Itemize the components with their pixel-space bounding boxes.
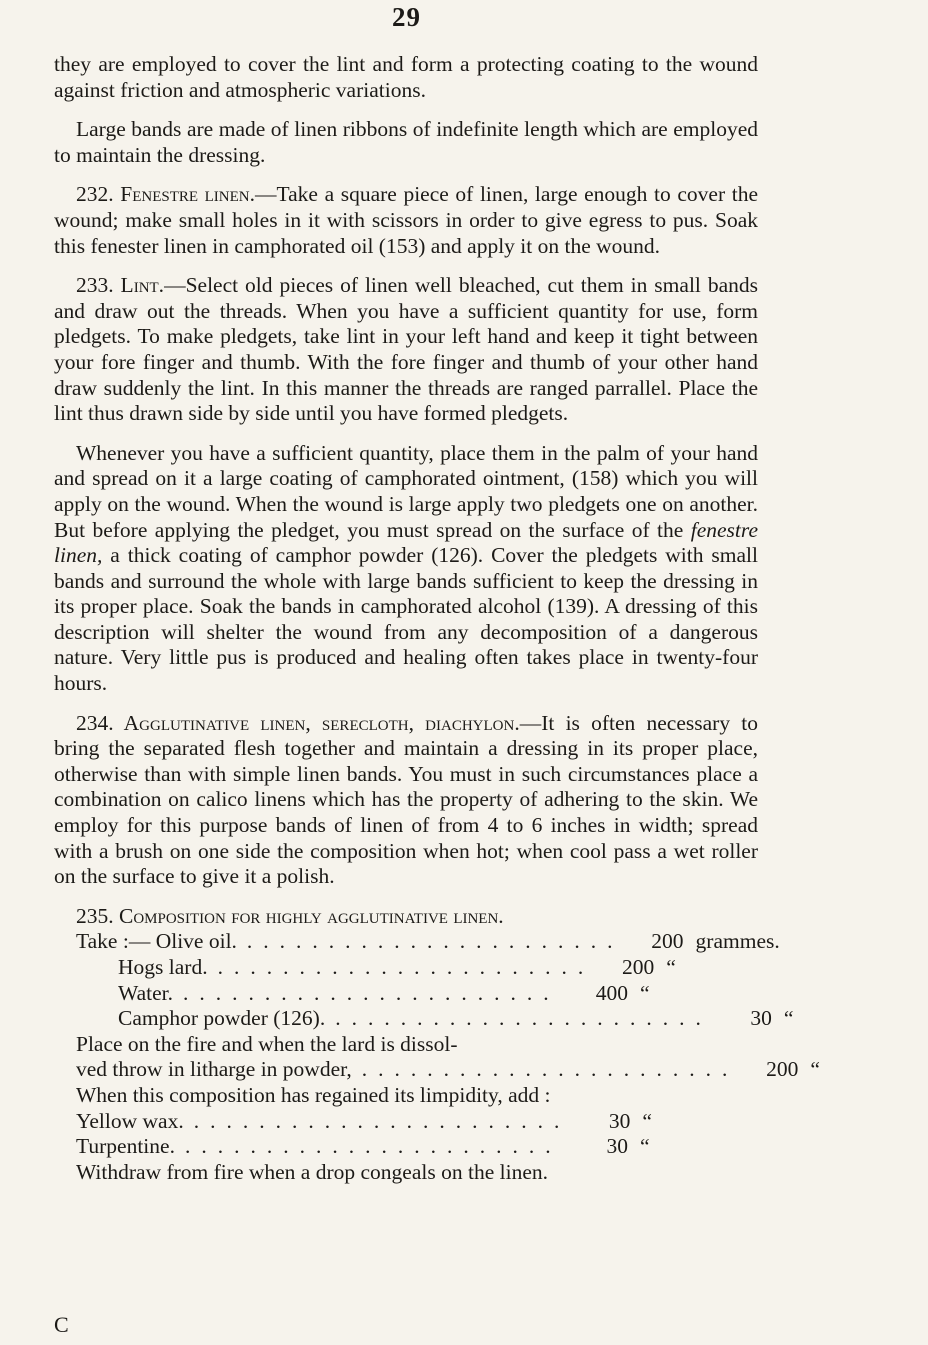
ingredient-name: Hogs lard.	[118, 955, 208, 979]
ingredient-qty: 400	[595, 980, 628, 1005]
ingredient-unit: “	[640, 1134, 650, 1159]
ingredient-name: Yellow wax.	[76, 1108, 184, 1133]
section-235	[54, 903, 820, 1186]
section-234-body: —It is often necessary to bring the separated flesh together and maintain a dressing in its proper place, otherwise than with simple linen bands. You must in such circumstances place a combination on calico linens which has the property of adhering to the skin. We employ for this purpose bands of linen of from 4 to 6 inches in width; spread with a brush on one side the composition when hot; when cool pass a wet roller on the surface to give it a polish.	[54, 710, 758, 889]
section-232-heading: 232. Fenestre linen.	[76, 182, 255, 207]
recipe-line	[54, 955, 758, 981]
recipe-instruction: When this composition has regained its limpidity, add :	[76, 1082, 551, 1107]
ingredient-name: Camphor powder (126).	[118, 1006, 326, 1031]
leader-dots: .......................	[217, 955, 595, 979]
paragraph-continuation: they are employed to cover the lint and form a protecting coating to the wound against friction and atmospheric variations.	[54, 52, 758, 102]
recipe-line	[54, 1006, 794, 1032]
leader-dots: .......................	[182, 980, 560, 1005]
section-232-body: —Take a square piece of linen, large enough to cover the wound; make small holes in it with scissors in order to give egress to pus. Soak this fenester linen in camphorated oil (153) and apply it on the wound.	[54, 182, 758, 258]
ingredient-name: ved throw in litharge in powder,	[76, 1057, 352, 1082]
leader-dots: .......................	[184, 1134, 562, 1159]
ingredient-unit: “	[783, 1006, 794, 1031]
leader-dots: .......................	[335, 1006, 712, 1031]
recipe-line	[54, 929, 780, 955]
ingredient-qty: 30	[606, 1134, 628, 1159]
section-233-paragraph-2	[54, 441, 758, 697]
recipe-line	[54, 1057, 820, 1083]
ingredient-name: Water.	[118, 980, 173, 1005]
ingredient-unit: “	[642, 1108, 652, 1133]
signature-mark: C	[54, 1312, 69, 1337]
recipe-line	[54, 1109, 758, 1135]
section-233-text-b: a thick coating of camphor powder (126). Cover the pledgets with small bands and surround the whole with large bands sufficient to keep the dressing in its proper place. Soak the bands in camphorated alcohol (139). A dressing of this description will shelter the wound from any decomposition of a dangerous nature. Very little pus is produced and healing often takes place in twenty-four hours.	[54, 543, 758, 696]
ingredient-qty: 200	[621, 955, 655, 979]
ingredient-unit: “	[640, 980, 650, 1005]
ingredient-unit: “	[810, 1057, 820, 1082]
recipe-line	[54, 1134, 758, 1160]
recipe-instruction: Place on the fire and when the lard is dissol-	[76, 1031, 458, 1056]
ingredient-qty: 30	[750, 1006, 772, 1031]
ingredient-qty: 30	[608, 1108, 631, 1133]
section-233-body: —Select old pieces of linen well bleached, cut them in small bands and draw out the threads. When you have a sufficient quantity for use, form pledgets. To make pledgets, take lint in your left hand and keep it tight between your fore finger and thumb. With the fore finger and thumb of your other hand draw suddenly the lint. In this manner the threads are ranged parrallel. Place the lint thus drawn side by side until you have formed pledgets.	[54, 273, 758, 426]
section-234	[54, 711, 758, 890]
page-body	[54, 52, 820, 1189]
recipe-instruction: Withdraw from fire when a drop congeals on the linen.	[76, 1159, 548, 1184]
recipe-line	[54, 981, 758, 1007]
section-232	[54, 182, 758, 259]
ingredient-name: Olive oil.	[155, 929, 237, 954]
ingredient-unit: “	[666, 955, 676, 979]
section-233	[54, 273, 758, 427]
ingredient-unit: grammes.	[695, 929, 780, 954]
section-234-heading: 234. Agglutinative linen, serecloth, diachylon.	[76, 710, 520, 735]
section-233-text-a: Whenever you have a sufficient quantity, place them in the palm of your hand and spread on it a large coating of camphorated ointment, (158) which you will apply on the wound. When the wound is large apply two pledgets one on another. But before applying the pledget, you must spread on the surface of the	[54, 440, 758, 542]
ingredient-qty: 200	[651, 929, 684, 954]
section-233-italic: fenestre linen,	[54, 517, 758, 568]
leader-dots: .......................	[246, 929, 624, 954]
section-235-heading: 235. Composition for highly agglutinative linen.	[76, 903, 504, 928]
leader-dots: .......................	[193, 1108, 571, 1133]
page-number: 29	[392, 2, 421, 32]
leader-dots: .......................	[361, 1057, 739, 1082]
ingredient-qty: 200	[766, 1057, 799, 1082]
section-233-heading: 233. Lint.	[76, 273, 165, 298]
ingredient-name: Turpentine.	[76, 1134, 175, 1159]
paragraph-large-bands: Large bands are made of linen ribbons of indefinite length which are employed to maintain the dressing.	[54, 117, 758, 167]
take-label: Take :—	[76, 929, 151, 954]
